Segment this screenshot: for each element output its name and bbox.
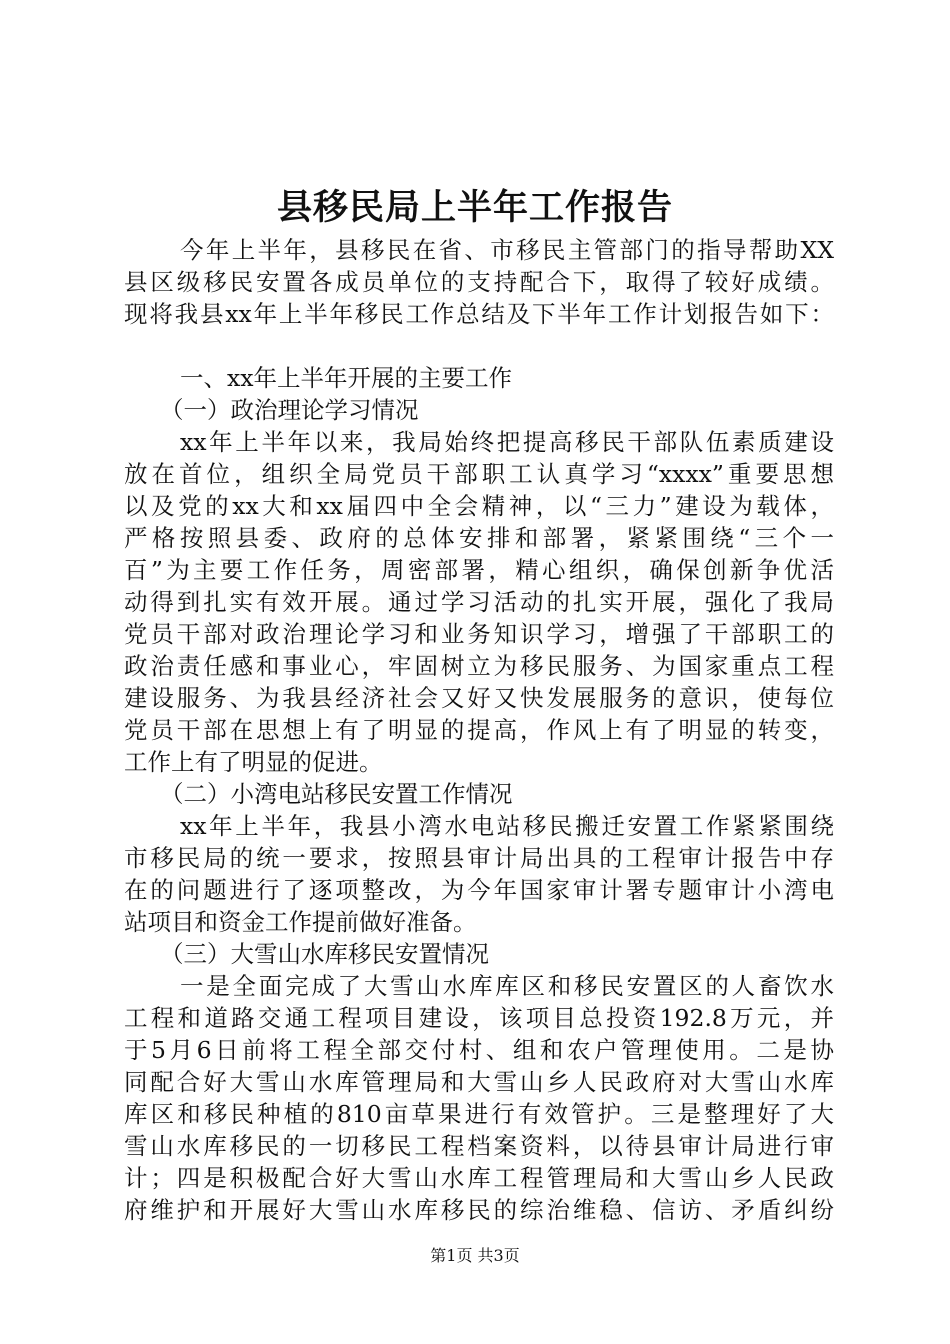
document-title: 县移民局上半年工作报告 [276, 187, 673, 228]
page-indicator: 第1页 共3页 [430, 1246, 520, 1265]
paragraph-line: 同配合好大雪山水库管理局和大雪山乡人民政府对大雪山水库 [124, 1068, 834, 1096]
paragraph-line: 党员干部对政治理论学习和业务知识学习，增强了干部职工的 [124, 620, 834, 648]
paragraph-line: 建设服务、为我县经济社会又好又快发展服务的意识，使每位 [124, 684, 834, 712]
paragraph-line: 百”为主要工作任务，周密部署，精心组织，确保创新争优活 [124, 556, 834, 584]
paragraph-line: 以及党的xx大和xx届四中全会精神，以“三力”建设为载体， [124, 492, 834, 520]
paragraph-line: 站项目和资金工作提前做好准备。 [124, 908, 477, 936]
paragraph-line: 严格按照县委、政府的总体安排和部署，紧紧围绕“三个一 [124, 524, 834, 552]
paragraph-line: 动得到扎实有效开展。通过学习活动的扎实开展，强化了我局 [124, 588, 834, 616]
section-heading: 一、xx年上半年开展的主要工作 [180, 364, 513, 392]
paragraph-line: 工程和道路交通工程项目建设，该项目总投资192.8万元，并 [124, 1004, 834, 1032]
paragraph-line: 于5月6日前将工程全部交付村、组和农户管理使用。二是协 [124, 1036, 834, 1064]
subsection-heading: （三）大雪山水库移民安置情况 [160, 940, 489, 968]
paragraph-line: xx年上半年以来，我局始终把提高移民干部队伍素质建设 [180, 428, 834, 456]
paragraph-line: 在的问题进行了逐项整改，为今年国家审计署专题审计小湾电 [124, 876, 834, 904]
paragraph-line: 现将我县xx年上半年移民工作总结及下半年工作计划报告如下： [124, 300, 834, 328]
paragraph-line: 政治责任感和事业心，牢固树立为移民服务、为国家重点工程 [124, 652, 834, 680]
subsection-heading: （二）小湾电站移民安置工作情况 [160, 780, 513, 808]
paragraph-line: 计；四是积极配合好大雪山水库工程管理局和大雪山乡人民政 [124, 1164, 834, 1192]
paragraph-line: 市移民局的统一要求，按照县审计局出具的工程审计报告中存 [124, 844, 834, 872]
paragraph-line: xx年上半年，我县小湾水电站移民搬迁安置工作紧紧围绕 [180, 812, 834, 840]
blank-line [124, 330, 834, 362]
paragraph-line: 党员干部在思想上有了明显的提高，作风上有了明显的转变， [124, 716, 834, 744]
subsection-heading: （一）政治理论学习情况 [160, 396, 419, 424]
paragraph-line: 雪山水库移民的一切移民工程档案资料，以待县审计局进行审 [124, 1132, 834, 1160]
paragraph-line: 府维护和开展好大雪山水库移民的综治维稳、信访、矛盾纠纷 [124, 1196, 834, 1224]
paragraph-line: 库区和移民种植的810亩草果进行有效管护。三是整理好了大 [124, 1100, 834, 1128]
paragraph-line: 放在首位，组织全局党员干部职工认真学习“xxxx”重要思想 [124, 460, 834, 488]
paragraph-line: 一是全面完成了大雪山水库库区和移民安置区的人畜饮水 [180, 972, 834, 1000]
paragraph-line: 工作上有了明显的促进。 [124, 748, 383, 776]
paragraph-line: 今年上半年，县移民在省、市移民主管部门的指导帮助XX [180, 236, 834, 264]
document-body [124, 234, 834, 1226]
paragraph-line: 县区级移民安置各成员单位的支持配合下，取得了较好成绩。 [124, 268, 834, 296]
